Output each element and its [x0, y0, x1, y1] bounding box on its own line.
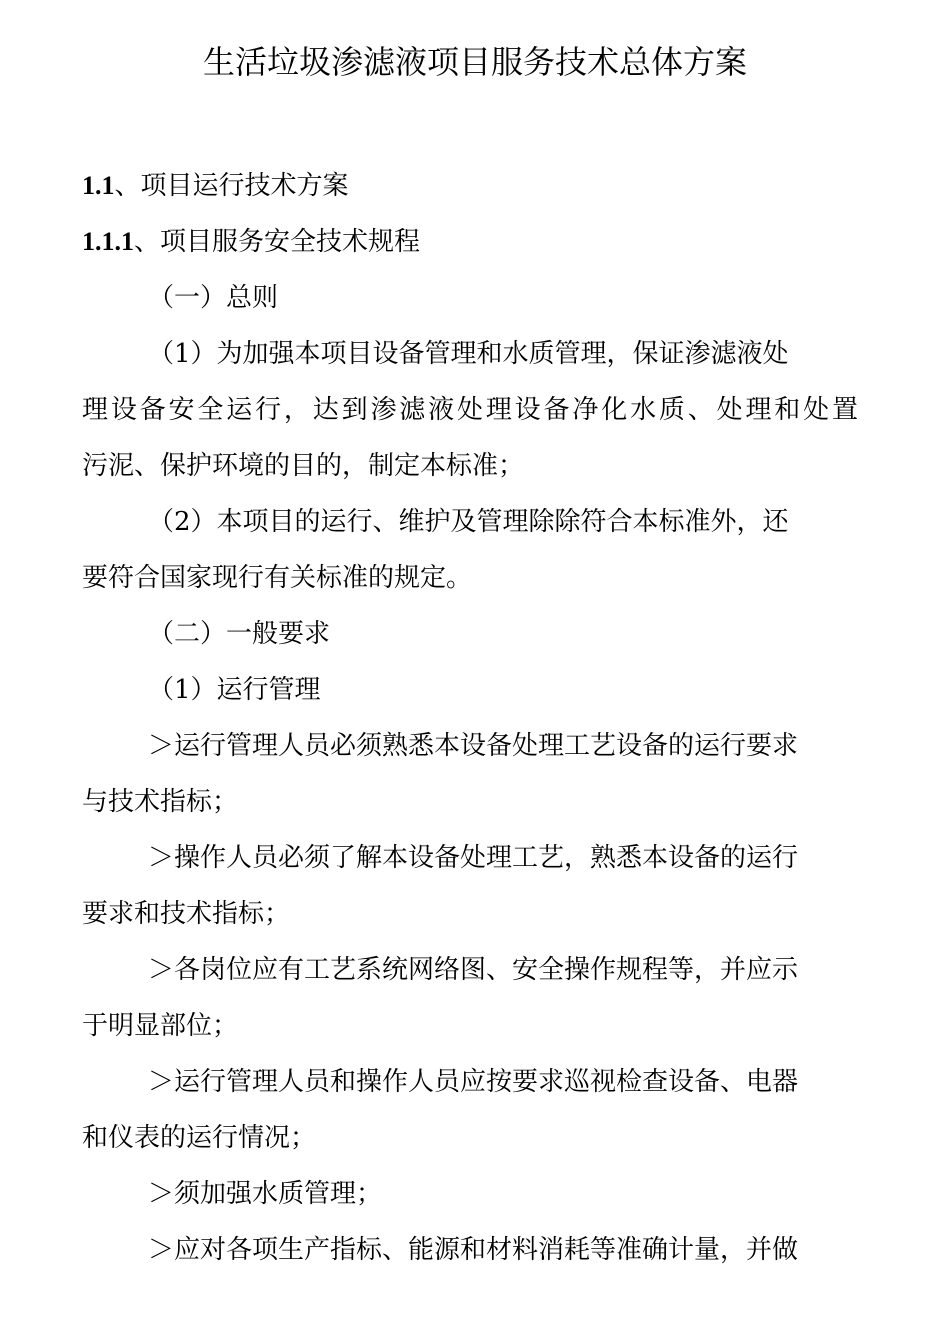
bullet-item-2-line-1: ＞操作人员必须了解本设备处理工艺，熟悉本设备的运行 — [148, 843, 799, 873]
bullet-item-4-line-2: 和仪表的运行情况； — [82, 1123, 317, 1153]
subsection-operation-management: （1）运行管理 — [148, 675, 321, 705]
bullet-item-5 — [82, 1166, 858, 1222]
document-title: 生活垃圾渗滤液项目服务技术总体方案 — [202, 43, 747, 81]
paragraph-1-line-1: （1）为加强本项目设备管理和水质管理，保证渗滤液处 — [148, 339, 789, 369]
bullet-item-3-line-2: 于明显部位； — [82, 1011, 239, 1041]
bullet-item-4-line-1: ＞运行管理人员和操作人员应按要求巡视检查设备、电器 — [148, 1067, 799, 1097]
heading-1 — [82, 158, 858, 214]
heading-1-text: 、项目运行技术方案 — [114, 171, 349, 201]
heading-2-text: 、项目服务安全技术规程 — [134, 227, 421, 257]
paragraph-1 — [82, 326, 858, 494]
bullet-item-2-line-2: 要求和技术指标； — [82, 899, 291, 929]
bullet-item-1-line-2: 与技术指标； — [82, 787, 239, 817]
paragraph-2 — [82, 494, 858, 606]
bullet-item-6 — [82, 1222, 858, 1278]
paragraph-2-line-1: （2）本项目的运行、维护及管理除除符合本标准外，还 — [148, 507, 789, 537]
bullet-item-1-line-1: ＞运行管理人员必须熟悉本设备处理工艺设备的运行要求 — [148, 731, 799, 761]
bullet-item-1 — [82, 718, 858, 830]
bullet-item-4 — [82, 1054, 858, 1166]
bullet-item-5-line-1: ＞须加强水质管理； — [148, 1179, 383, 1209]
heading-2 — [82, 214, 858, 270]
section-general-principles: （一）总则 — [148, 283, 279, 313]
section-general-requirements: （二）一般要求 — [148, 619, 331, 649]
heading-2-number: 1.1.1 — [82, 227, 134, 256]
document-body — [82, 158, 858, 1278]
paragraph-1-line-3: 污泥、保护环境的目的，制定本标准； — [82, 451, 525, 481]
bullet-item-3 — [82, 942, 858, 1054]
bullet-item-6-line-1: ＞应对各项生产指标、能源和材料消耗等准确计量，并做 — [148, 1235, 799, 1265]
bullet-item-3-line-1: ＞各岗位应有工艺系统网络图、安全操作规程等，并应示 — [148, 955, 799, 985]
paragraph-2-line-2: 要符合国家现行有关标准的规定。 — [82, 563, 473, 593]
paragraph-1-line-2: 理设备安全运行，达到渗滤液处理设备净化水质、处理和处置 — [82, 395, 858, 425]
heading-1-number: 1.1 — [82, 171, 115, 200]
bullet-item-2 — [82, 830, 858, 942]
